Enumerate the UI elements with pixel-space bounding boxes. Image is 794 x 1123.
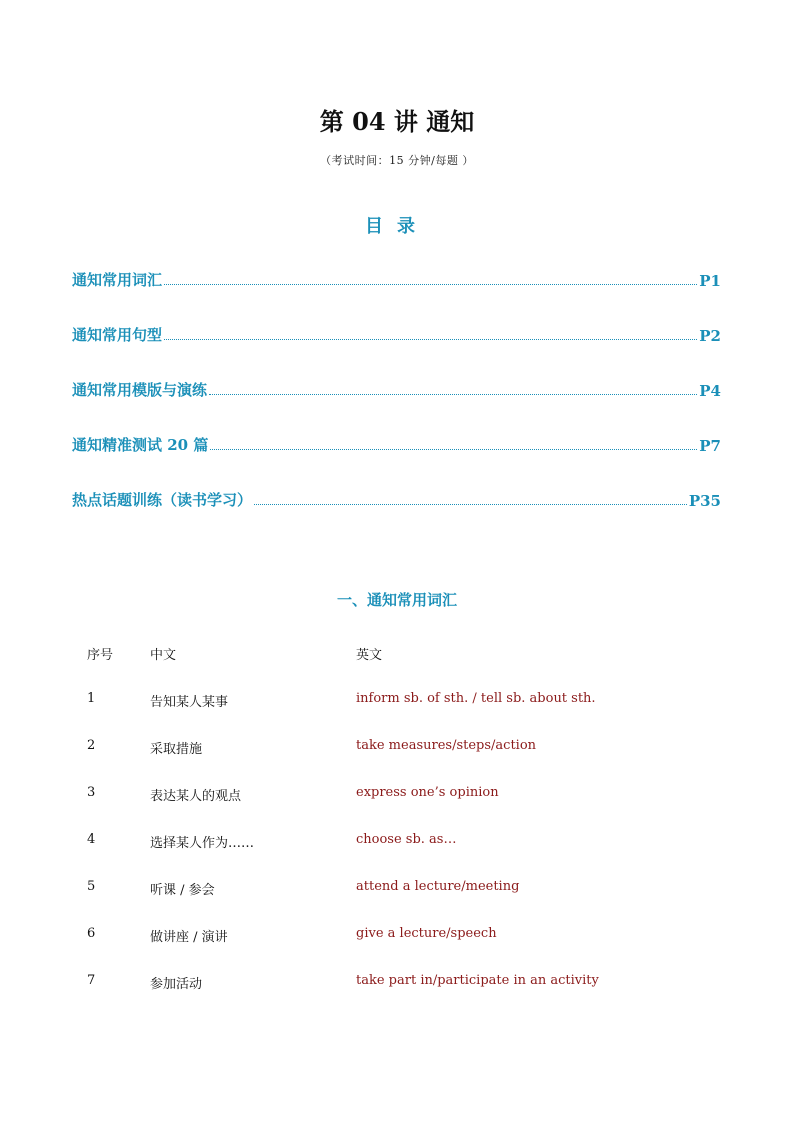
toc-item-label: 通知常用词汇 [72, 271, 163, 289]
toc-item-label: 通知精准测试 20 篇 [72, 436, 209, 454]
table-header-row [87, 644, 727, 691]
toc-item-page: P1 [699, 272, 721, 290]
table-row [87, 926, 727, 973]
section-heading: 一、通知常用词汇 [336, 591, 457, 609]
toc-item[interactable] [72, 431, 721, 455]
toc-item-label: 通知常用模版与演练 [72, 381, 208, 399]
row-number: 4 [87, 832, 96, 847]
row-english: inform sb. of sth. / tell sb. about sth. [356, 691, 596, 706]
table-of-contents [72, 266, 721, 541]
toc-item[interactable] [72, 266, 721, 290]
toc-item-page: P35 [688, 492, 721, 510]
table-row [87, 785, 727, 832]
row-number: 5 [87, 879, 96, 894]
table-row [87, 973, 727, 1020]
toc-item-label: 通知常用句型 [72, 326, 163, 344]
table-row [87, 879, 727, 926]
toc-item[interactable] [72, 376, 721, 400]
row-english: give a lecture/speech [356, 926, 497, 941]
toc-leader-dots [254, 503, 687, 505]
toc-leader-dots [209, 393, 697, 395]
row-english: express one’s opinion [356, 785, 499, 800]
table-row [87, 738, 727, 785]
toc-heading: 目录 [365, 216, 429, 237]
row-chinese: 采取措施 [150, 742, 203, 757]
column-header-chinese: 中文 [150, 648, 177, 663]
row-number: 6 [87, 926, 96, 941]
toc-leader-dots [164, 283, 697, 285]
toc-item-label: 热点话题训练（读书学习） [72, 491, 253, 509]
toc-item-page: P2 [699, 327, 721, 345]
table-row [87, 691, 727, 738]
table-row [87, 832, 727, 879]
row-number: 7 [87, 973, 96, 988]
toc-item-page: P7 [699, 437, 721, 455]
row-number: 3 [87, 785, 96, 800]
row-number: 1 [87, 691, 96, 706]
row-english: take measures/steps/action [356, 738, 537, 753]
page-title: 第 04 讲 通知 [319, 107, 475, 136]
column-header-english: 英文 [356, 648, 383, 663]
toc-item[interactable] [72, 321, 721, 345]
row-chinese: 表达某人的观点 [150, 789, 242, 804]
toc-leader-dots [164, 338, 697, 340]
row-chinese: 参加活动 [150, 977, 203, 992]
toc-item[interactable] [72, 486, 721, 510]
row-english: take part in/participate in an activity [356, 973, 599, 988]
toc-item-page: P4 [699, 382, 721, 400]
row-chinese: 做讲座 / 演讲 [150, 930, 228, 945]
row-chinese: 告知某人某事 [150, 695, 229, 710]
row-chinese: 听课 / 参会 [150, 883, 215, 898]
toc-leader-dots [210, 448, 697, 450]
row-chinese: 选择某人作为…… [150, 836, 255, 851]
exam-time-note: （考试时间：15 分钟/每题 ） [320, 154, 474, 167]
column-header-number: 序号 [87, 648, 114, 663]
row-number: 2 [87, 738, 96, 753]
row-english: choose sb. as… [356, 832, 457, 847]
row-english: attend a lecture/meeting [356, 879, 520, 894]
vocabulary-table [87, 644, 727, 1020]
